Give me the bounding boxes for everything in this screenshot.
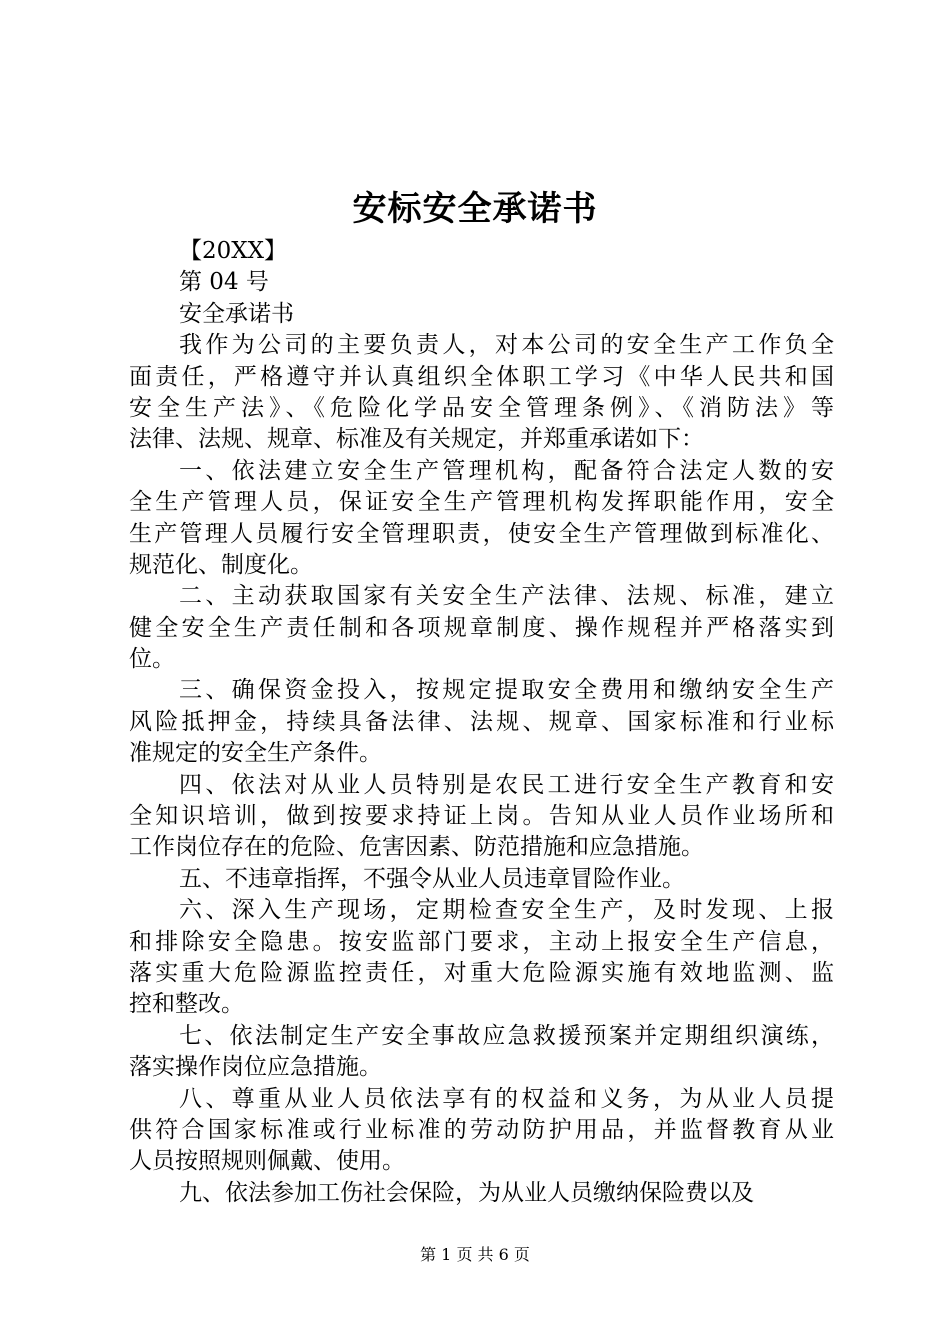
paragraph	[129, 456, 834, 582]
paragraph-line: 控和整改。	[129, 991, 244, 1018]
document-body	[129, 236, 834, 1209]
paragraph-line: 二、主动获取国家有关安全生产法律、法规、标准，建立	[179, 583, 834, 610]
paragraph	[129, 1084, 834, 1178]
doc-subtitle: 安全承诺书	[179, 300, 294, 327]
paragraph	[129, 330, 834, 456]
paragraph-line: 位。	[129, 646, 175, 673]
paragraph-line: 三、确保资金投入，按规定提取安全费用和缴纳安全生产	[179, 677, 834, 704]
page-title: 安标安全承诺书	[352, 189, 598, 229]
paragraph-line: 工作岗位存在的危险、危害因素、防范措施和应急措施。	[129, 834, 704, 861]
paragraph-line: 法律、法规、规章、标准及有关规定，并郑重承诺如下：	[129, 426, 704, 453]
paragraph	[129, 675, 834, 769]
doc-number: 【20XX】	[179, 238, 288, 264]
paragraph-line: 六、深入生产现场，定期检查安全生产，及时发现、上报	[179, 897, 834, 924]
paragraph-line: 风险抵押金，持续具备法律、法规、规章、国家标准和行业标	[129, 708, 834, 735]
paragraph	[129, 1178, 834, 1209]
paragraph-line: 全知识培训，做到按要求持证上岗。告知从业人员作业场所和	[129, 803, 834, 830]
paragraph-line: 健全安全生产责任制和各项规章制度、操作规程并严格落实到	[129, 614, 834, 641]
page-number: 第 1 页 共 6 页	[420, 1245, 530, 1264]
paragraph-line: 规范化、制度化。	[129, 551, 313, 578]
paragraph	[129, 770, 834, 864]
paragraph-line: 全生产管理人员，保证安全生产管理机构发挥职能作用，安全	[129, 489, 834, 516]
paragraph	[129, 1021, 834, 1084]
paragraph-line: 生产管理人员履行安全管理职责，使安全生产管理做到标准化、	[129, 520, 834, 547]
paragraph-line: 准规定的安全生产条件。	[129, 740, 382, 767]
paragraph	[129, 864, 834, 895]
paragraph-line: 八、尊重从业人员依法享有的权益和义务，为从业人员提	[179, 1085, 834, 1112]
paragraph	[129, 581, 834, 675]
paragraph-line: 人员按照规则佩戴、使用。	[129, 1148, 405, 1175]
paragraph-line: 一、依法建立安全生产管理机构，配备符合法定人数的安	[179, 457, 834, 484]
doc-serial: 第 04 号	[179, 269, 269, 296]
paragraph-line: 七、依法制定生产安全事故应急救援预案并定期组织演练，	[179, 1022, 834, 1049]
paragraph-line: 我作为公司的主要负责人，对本公司的安全生产工作负全	[179, 332, 834, 359]
paragraph-line: 供符合国家标准或行业标准的劳动防护用品，并监督教育从业	[129, 1116, 834, 1143]
paragraph-line: 五、不违章指挥，不强令从业人员违章冒险作业。	[179, 865, 685, 892]
paragraph-line: 安全生产法》、《危险化学品安全管理条例》、《消防法》等	[129, 394, 834, 421]
paragraph-line: 面责任，严格遵守并认真组织全体职工学习《中华人民共和国	[129, 363, 834, 390]
paragraph-line: 落实操作岗位应急措施。	[129, 1054, 382, 1081]
paragraph	[129, 895, 834, 1021]
paragraph-line: 落实重大危险源监控责任，对重大危险源实施有效地监测、监	[129, 959, 834, 986]
paragraph-line: 和排除安全隐患。按安监部门要求，主动上报安全生产信息，	[129, 928, 834, 955]
paragraph-line: 九、依法参加工伤社会保险，为从业人员缴纳保险费以及	[179, 1179, 754, 1206]
paragraph-line: 四、依法对从业人员特别是农民工进行安全生产教育和安	[179, 771, 834, 798]
paragraphs	[129, 330, 834, 1209]
